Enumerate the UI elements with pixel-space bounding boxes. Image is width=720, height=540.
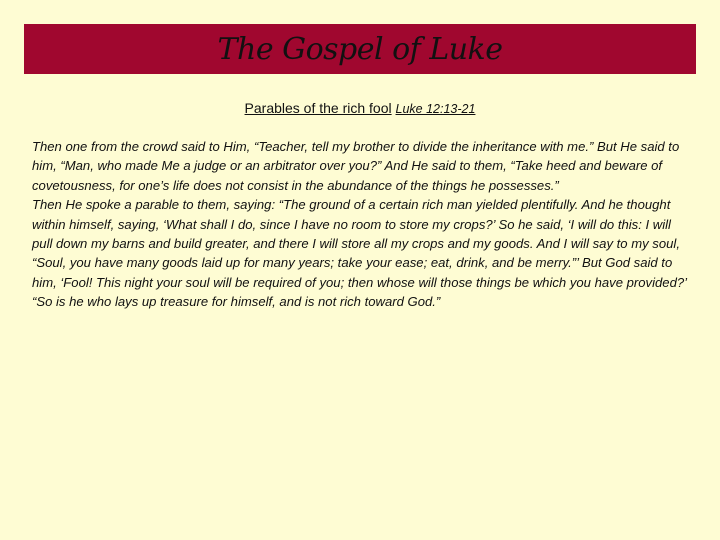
scripture-passage [32,137,692,312]
subtitle-heading: Parables of the rich fool [244,100,392,116]
passage-paragraph: “So is he who lays up treasure for himself, and is not rich toward God.” [32,294,441,310]
passage-paragraph: Then He spoke a parable to them, saying: “The ground of a certain rich man yielded plentifully. And he thought within himself, saying, ‘What shall I do, since I have no room to store my crops?’ So he said, ‘I will do this: I will pull down my barns and build greater, and there I will store all my crops and my goods. And I will say to my soul, “Soul, you have many goods laid up for many years; take your ease; eat, drink, and be merry.”’ But God said to him, ‘Fool! This night your soul will be required of you; then whose will those things be which you have provided?’ [32,197,688,290]
scripture-reference: Luke 12:13-21 [395,102,476,116]
slide-title: The Gospel of Luke [217,31,503,67]
passage-paragraph: Then one from the crowd said to Him, “Teacher, tell my brother to divide the inheritance with me.” But He said to him, “Man, who made Me a judge or an arbitrator over you?” And He said to them, “Take heed and beware of covetousness, for one’s life does not consist in the abundance of the things he possesses.” [32,139,680,193]
slide-subtitle [0,100,720,116]
title-banner [24,24,696,74]
